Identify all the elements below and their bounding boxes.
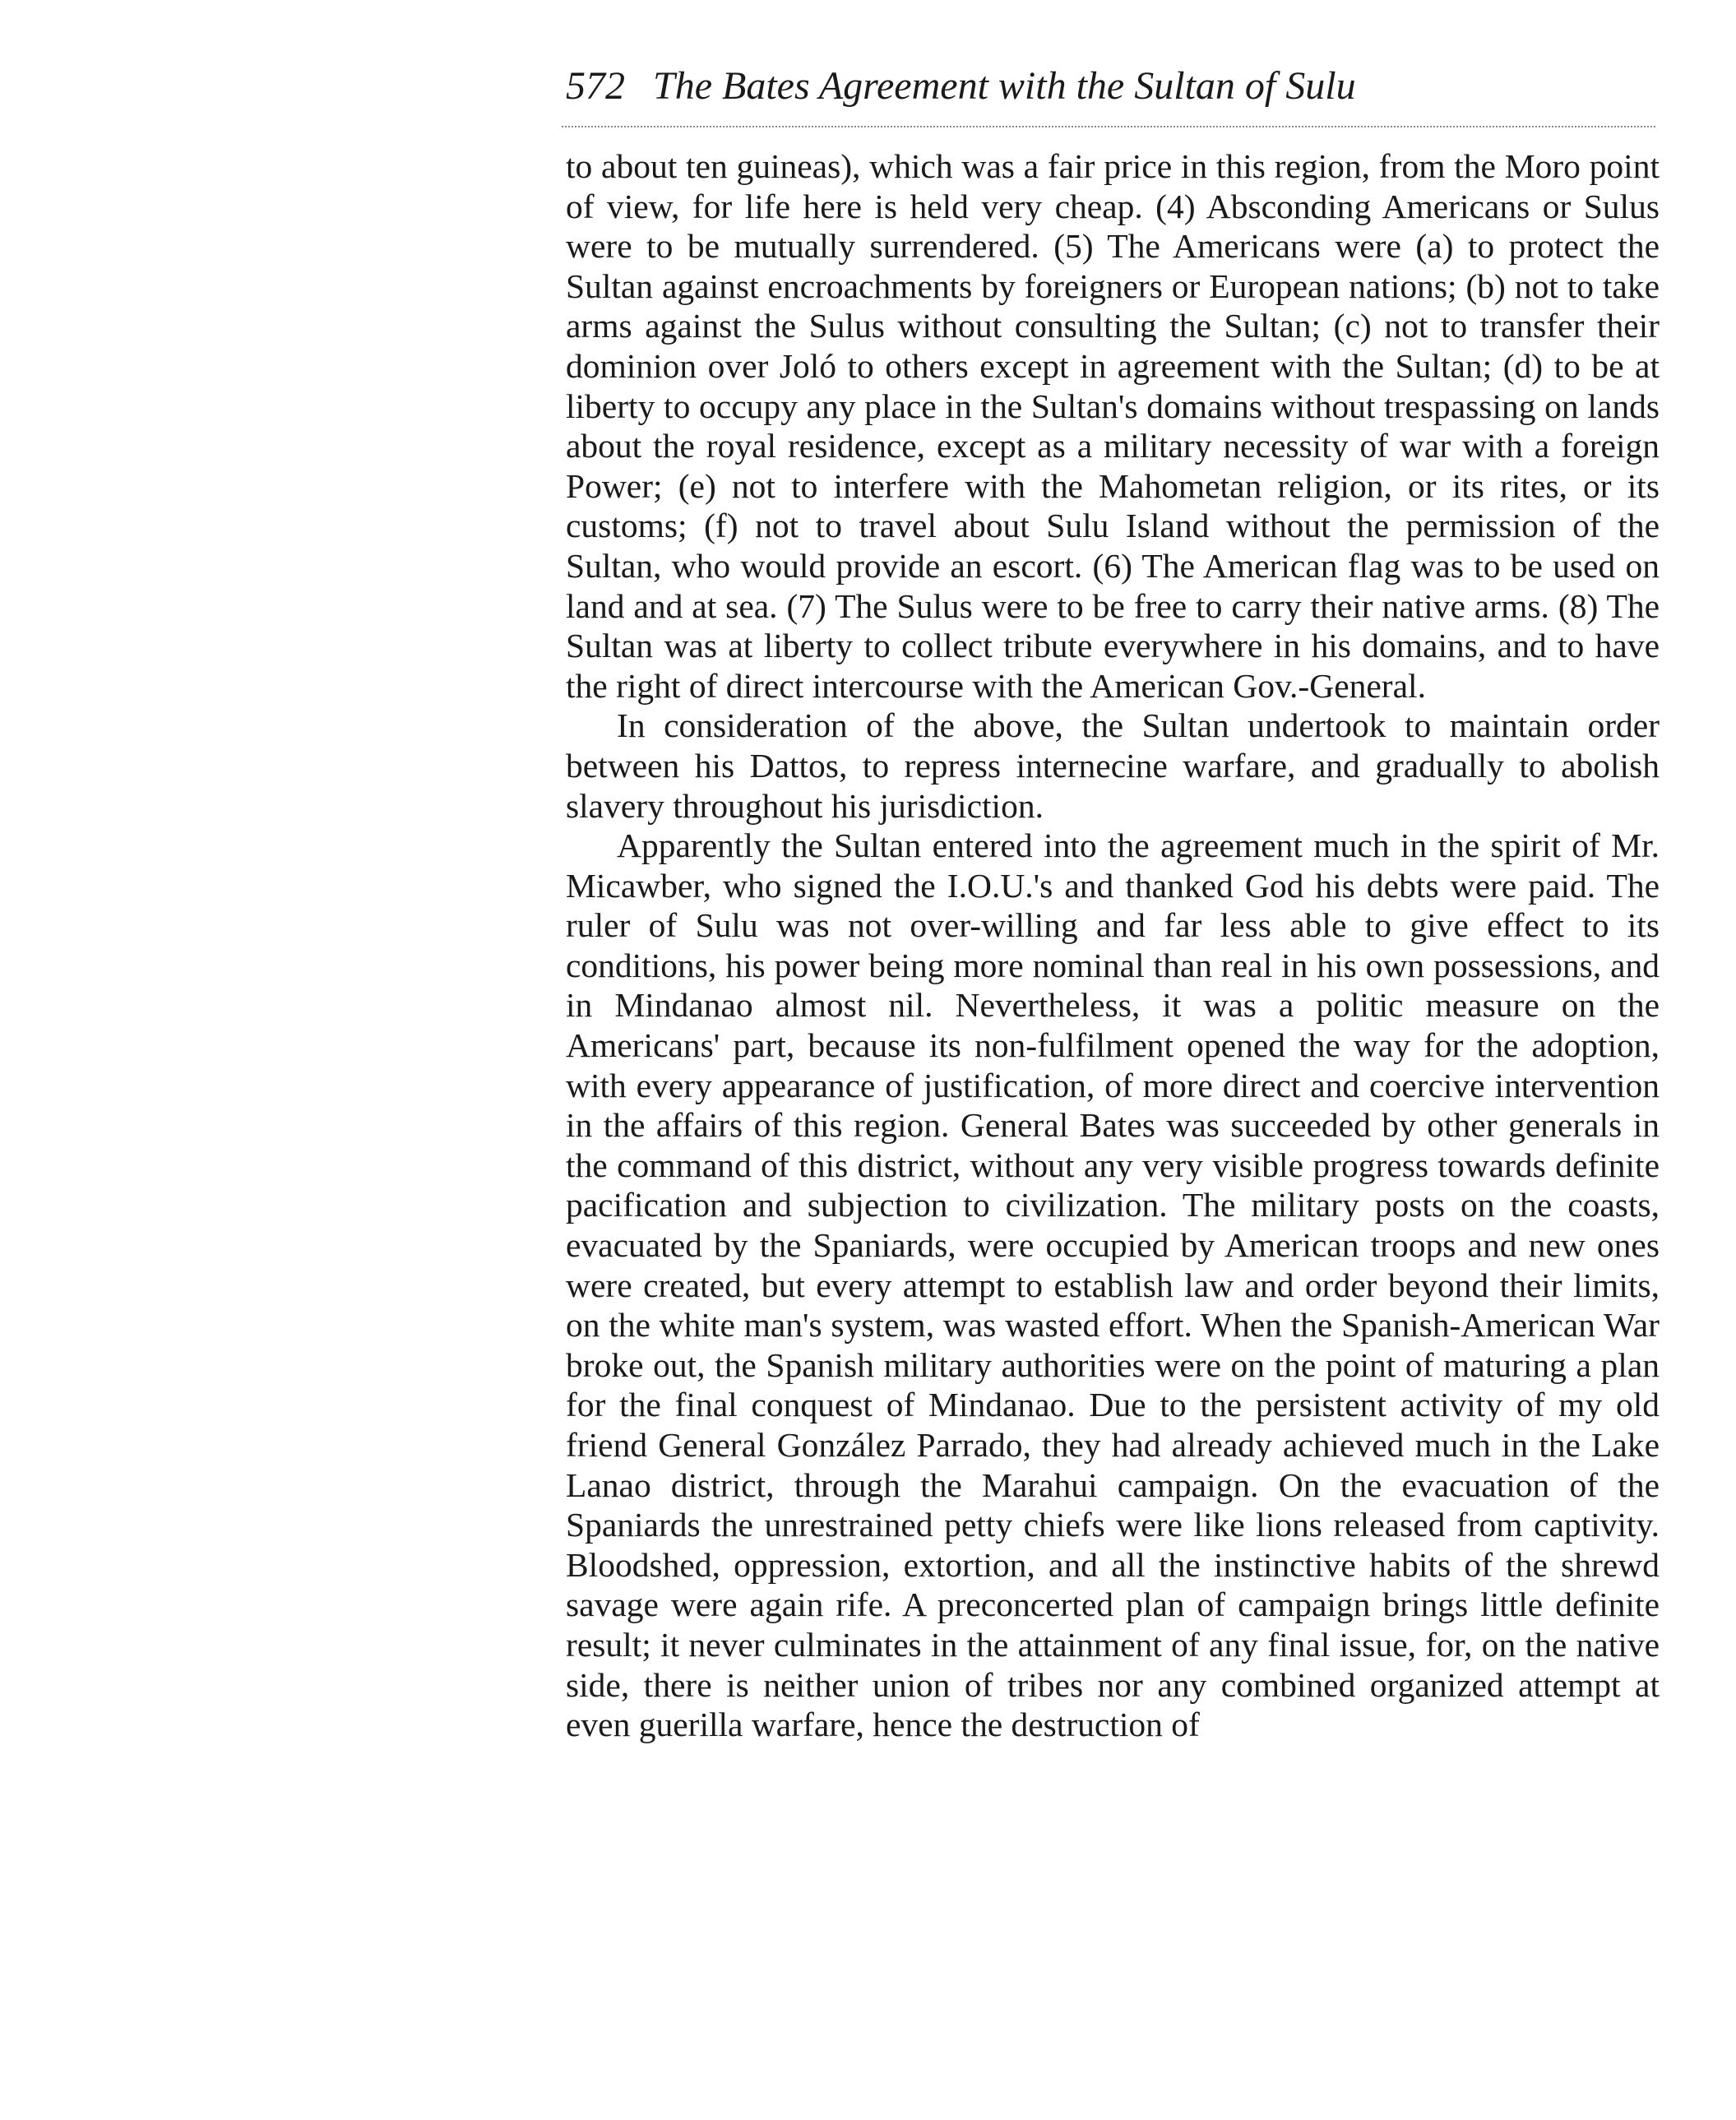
body-text [566,146,1660,1745]
paragraph-2: In consideration of the above, the Sultan undertook to maintain order between his Dattos, to repress internecine warfare, and gradually to abolish slavery throughout his jurisdiction. [566,706,1660,825]
header-rule [562,126,1655,127]
page-number: 572 [566,64,625,108]
paragraph-3: Apparently the Sultan entered into the agreement much in the spirit of Mr. Micawber, who signed the I.O.U.'s and thanked God his debts were paid. The ruler of Sulu was not over-willing and far less able to give effect to its conditions, his power being more nominal than real in his own possessions, and in Mindanao almost nil. Nevertheless, it was a politic measure on the Americans' part, because its non-fulfilment opened the way for the adoption, with every appearance of justification, of more direct and coercive intervention in the affairs of this region. General Bates was succeeded by other generals in the command of this district, without any very visible progress towards definite pacification and subjection to civilization. The military posts on the coasts, evacuated by the Spaniards, were occupied by American troops and new ones were created, but every attempt to establish law and order beyond their limits, on the white man's system, was wasted effort. When the Spanish-American War broke out, the Spanish military authorities were on the point of maturing a plan for the final conquest of Mindanao. Due to the persistent activity of my old friend General González Parrado, they had already achieved much in the Lake Lanao district, through the Marahui campaign. On the evacuation of the Spaniards the unrestrained petty chiefs were like lions released from captivity. Bloodshed, oppression, extortion, and all the instinctive habits of the shrewd savage were again rife. A preconcerted plan of campaign brings little definite result; it never culminates in the attainment of any final issue, for, on the native side, there is neither union of tribes nor any combined organized attempt at even guerilla warfare, hence the destruction of [566,826,1660,1744]
running-head [566,58,1653,115]
running-title: The Bates Agreement with the Sultan of Sulu [653,64,1356,108]
paragraph-1: to about ten guineas), which was a fair price in this region, from the Moro point of view, for life here is held very cheap. (4) Absconding Americans or Sulus were to be mutually surrendered. (5) The Americans were (a) to protect the Sultan against encroachments by foreigners or European nations; (b) not to take arms against the Sulus without consulting the Sultan; (c) not to transfer their dominion over Joló to others except in agreement with the Sultan; (d) to be at liberty to occupy any place in the Sultan's domains without trespassing on lands about the royal residence, except as a military necessity of war with a foreign Power; (e) not to interfere with the Mahometan religion, or its rites, or its customs; (f) not to travel about Sulu Island without the permission of the Sultan, who would provide an escort. (6) The American flag was to be used on land and at sea. (7) The Sulus were to be free to carry their native arms. (8) The Sultan was at liberty to collect tribute everywhere in his domains, and to have the right of direct intercourse with the American Gov.-General. [566,147,1660,705]
